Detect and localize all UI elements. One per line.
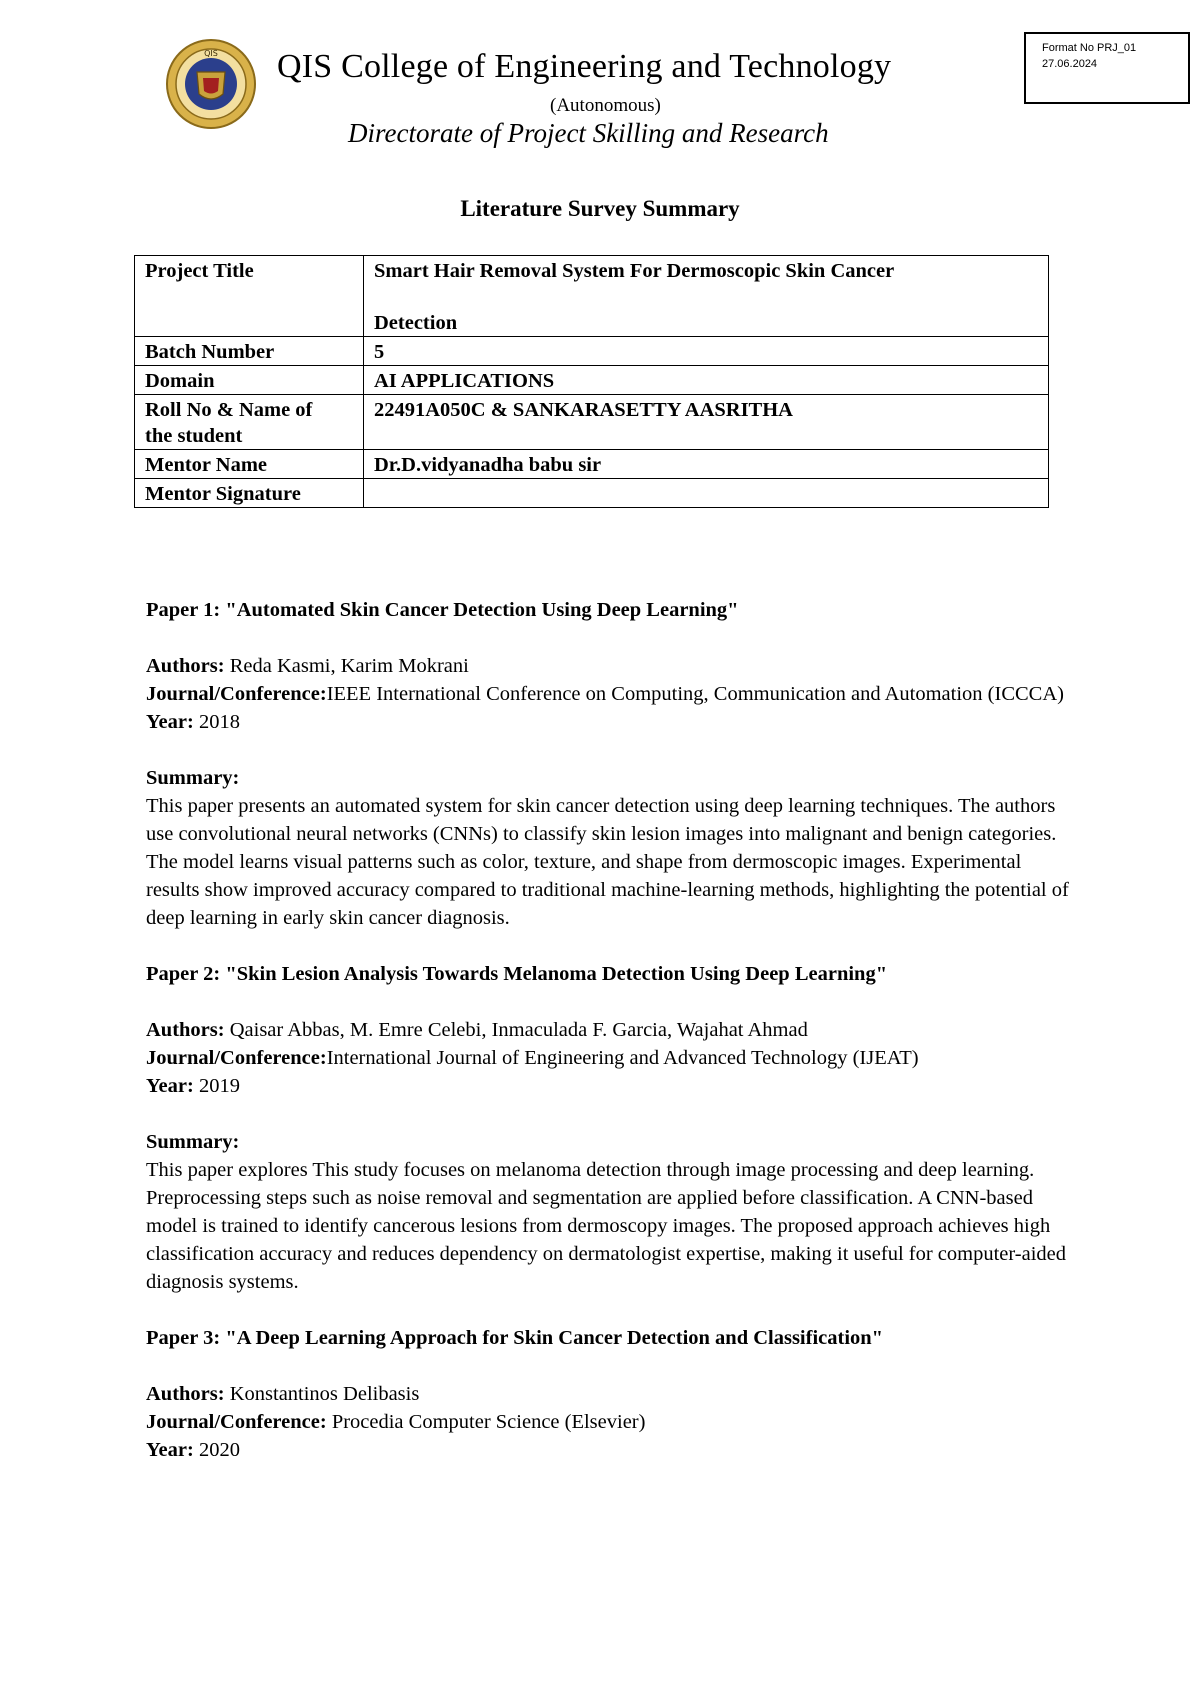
journal-value: IEEE International Conference on Computing, Communication and Automation (ICCCA) — [326, 683, 1064, 705]
college-name: QIS College of Engineering and Technology — [277, 48, 892, 85]
format-number-box — [1024, 32, 1190, 104]
year-value: 2018 — [198, 711, 240, 733]
table-row — [135, 395, 1049, 450]
domain-label: Domain — [135, 366, 364, 395]
page-title: Literature Survey Summary — [460, 196, 740, 221]
project-title-value — [364, 256, 1049, 337]
paper-summary: This paper presents an automated system for skin cancer detection using deep learning techniques. The authors use convolutional neural networks (CNNs) to classify skin lesion images into malignant and benign categories. The model learns visual patterns such as color, texture, and shape from dermoscopic images. Experimental results show improved accuracy compared to traditional machine-learning methods, highlighting the potential of deep learning in early skin cancer diagnosis. — [146, 795, 1069, 929]
journal-value: International Journal of Engineering and Advanced Technology (IJEAT) — [326, 1047, 919, 1069]
authors-value: Reda Kasmi, Karim Mokrani — [229, 655, 469, 677]
journal-label: Journal/Conference: — [146, 1411, 327, 1433]
format-date: 27.06.2024 — [1042, 58, 1098, 70]
paper-title: Paper 1: "Automated Skin Cancer Detection Using Deep Learning" — [146, 599, 739, 621]
year-label: Year: — [146, 1075, 194, 1097]
batch-number-label: Batch Number — [135, 337, 364, 366]
paper-journal — [146, 1408, 1076, 1436]
project-title-line-1: Smart Hair Removal System For Dermoscopic Skin Cancer — [374, 260, 895, 282]
paper-3 — [146, 1324, 1076, 1464]
paper-title: Paper 2: "Skin Lesion Analysis Towards Melanoma Detection Using Deep Learning" — [146, 963, 888, 985]
format-number: Format No PRJ_01 — [1042, 42, 1137, 54]
seal-text: QIS — [204, 49, 218, 58]
papers-section — [146, 596, 1076, 1492]
table-row — [135, 450, 1049, 479]
authors-value: Qaisar Abbas, M. Emre Celebi, Inmaculada F. Garcia, Wajahat Ahmad — [229, 1019, 808, 1041]
project-title-label: Project Title — [135, 256, 364, 337]
paper-journal — [146, 1044, 1076, 1072]
paper-authors — [146, 1380, 1076, 1408]
paper-summary: This paper explores This study focuses on melanoma detection through image processing and deep learning. Preprocessing steps such as noise removal and segmentation are applied before classification. A CNN-based model is trained to identify cancerous lesions from dermoscopy images. The proposed approach achieves high classification accuracy and reduces dependency on dermatologist expertise, making it useful for computer-aided diagnosis systems. — [146, 1159, 1067, 1293]
domain-value: AI APPLICATIONS — [364, 366, 1049, 395]
mentor-name-value: Dr.D.vidyanadha babu sir — [364, 450, 1049, 479]
mentor-signature-value — [364, 479, 1049, 508]
autonomous-label: (Autonomous) — [550, 95, 661, 116]
authors-value: Konstantinos Delibasis — [229, 1383, 420, 1405]
college-seal-logo — [165, 38, 257, 130]
document-header — [165, 38, 965, 168]
authors-label: Authors: — [146, 655, 225, 677]
paper-authors — [146, 1016, 1076, 1044]
table-row — [135, 256, 1049, 337]
paper-year — [146, 1436, 1076, 1464]
paper-2 — [146, 960, 1076, 1296]
table-row — [135, 366, 1049, 395]
batch-number-value: 5 — [364, 337, 1049, 366]
year-value: 2020 — [198, 1439, 240, 1461]
year-label: Year: — [146, 1439, 194, 1461]
table-row — [135, 479, 1049, 508]
table-row — [135, 337, 1049, 366]
roll-number-label — [135, 395, 364, 450]
authors-label: Authors: — [146, 1383, 225, 1405]
project-info-table — [134, 255, 1049, 508]
project-title-line-2: Detection — [374, 312, 458, 334]
journal-label: Journal/Conference: — [146, 1047, 327, 1069]
paper-1 — [146, 596, 1076, 932]
year-value: 2019 — [198, 1075, 240, 1097]
paper-year — [146, 708, 1076, 736]
mentor-signature-label: Mentor Signature — [135, 479, 364, 508]
roll-label-line-2: the student — [145, 425, 243, 447]
summary-label: Summary: — [146, 1131, 240, 1153]
directorate-name: Directorate of Project Skilling and Research — [348, 118, 829, 148]
year-label: Year: — [146, 711, 194, 733]
mentor-name-label: Mentor Name — [135, 450, 364, 479]
paper-journal — [146, 680, 1076, 708]
roll-number-value: 22491A050C & SANKARASETTY AASRITHA — [364, 395, 1049, 450]
summary-label: Summary: — [146, 767, 240, 789]
paper-title: Paper 3: "A Deep Learning Approach for Skin Cancer Detection and Classification" — [146, 1327, 884, 1349]
journal-label: Journal/Conference: — [146, 683, 327, 705]
authors-label: Authors: — [146, 1019, 225, 1041]
journal-value: Procedia Computer Science (Elsevier) — [331, 1411, 646, 1433]
roll-label-line-1: Roll No & Name of — [145, 399, 313, 421]
paper-authors — [146, 652, 1076, 680]
paper-year — [146, 1072, 1076, 1100]
